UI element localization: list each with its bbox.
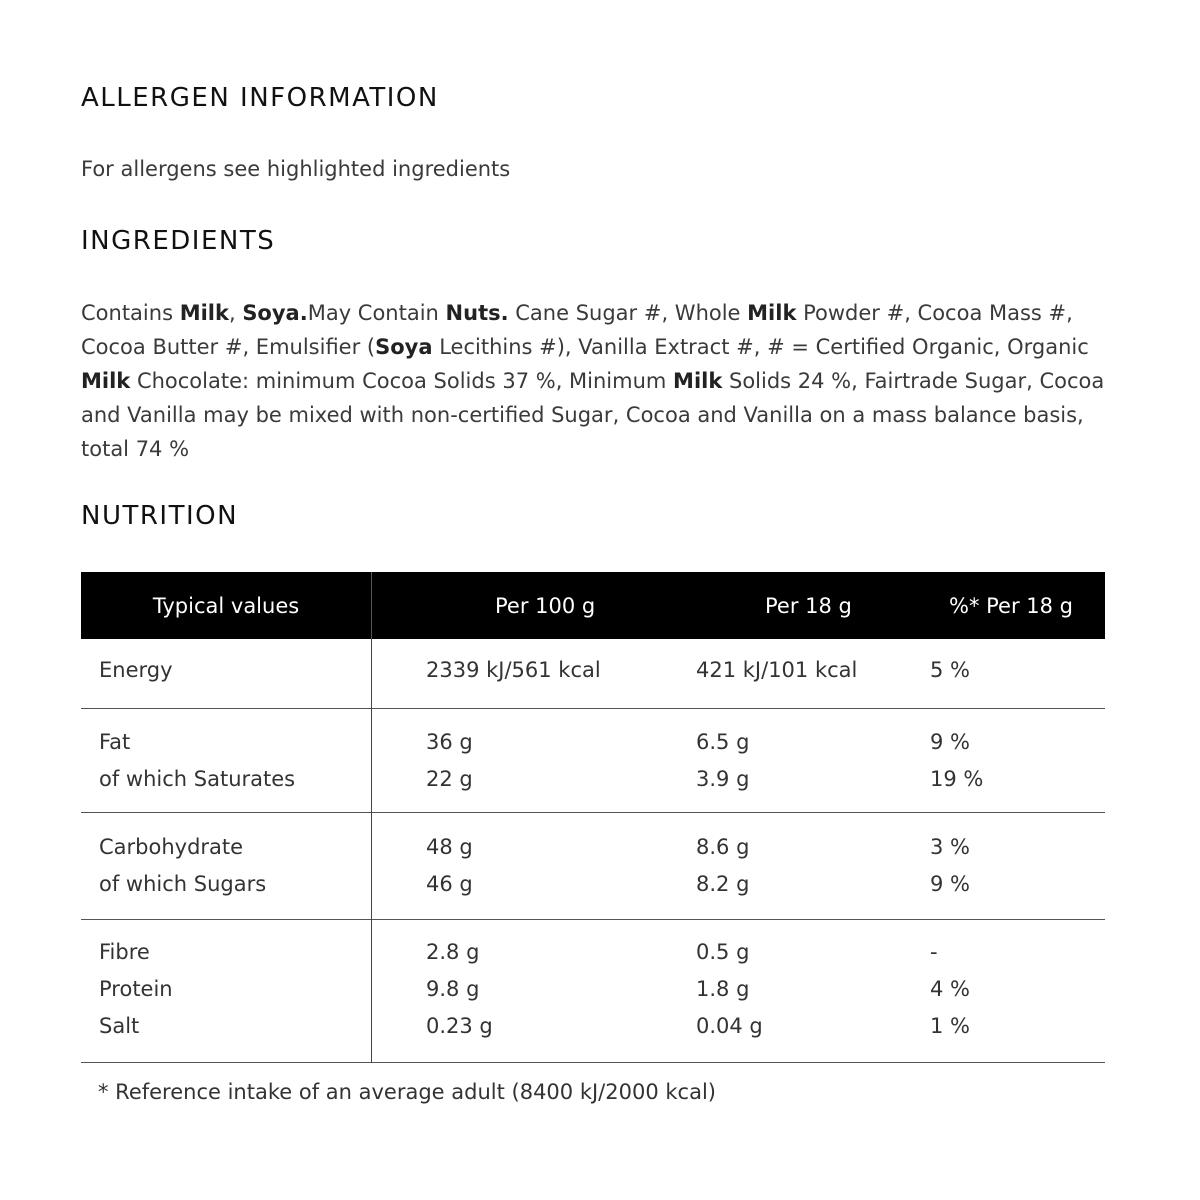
nutrient-label: Fibre [99, 940, 150, 964]
header-per-100g: Per 100 g [495, 593, 596, 618]
nutrient-label: of which Sugars [99, 872, 267, 896]
value-per-18g-cell [681, 829, 921, 919]
ingredients-segment: Chocolate: minimum Cocoa Solids 37 %, Minimum [130, 369, 674, 393]
nutrition-title: NUTRITION [81, 501, 239, 531]
value-per-100g: 0.23 g [426, 1014, 493, 1038]
value-per-18g: 1.8 g [696, 977, 750, 1001]
nutrient-label: Fat [99, 730, 131, 754]
percent-ri-cell [921, 934, 1105, 1062]
value-per-100g: 46 g [426, 872, 473, 896]
value-per-18g: 8.2 g [696, 872, 750, 896]
percent-ri: 1 % [930, 1014, 970, 1038]
table-row-energy [81, 639, 1105, 709]
table-row-fat [81, 709, 1105, 813]
nutrition-table-body [81, 639, 1105, 1063]
header-divider [371, 572, 372, 639]
ingredients-segment: Powder #, Cocoa Mass #, Cocoa Butter #, Emulsifier ( [81, 301, 1073, 359]
percent-ri-cell [921, 829, 1105, 919]
nutrient-label-cell [81, 934, 371, 1062]
header-percent-per-18g: %* Per 18 g [949, 593, 1074, 618]
ingredients-segment: Solids 24 %, Fairtrade Sugar, Cocoa and Vanilla may be mixed with non-certified Sugar, Cocoa and Vanilla on a mass balance basis, total 74 % [81, 369, 1105, 461]
header-typical-values: Typical values [152, 593, 300, 618]
value-per-100g: 2.8 g [426, 940, 480, 964]
nutrient-label: Energy [99, 658, 173, 682]
allergen-note: For allergens see highlighted ingredients [81, 157, 511, 181]
value-per-100g: 22 g [426, 767, 473, 791]
percent-ri: 19 % [930, 767, 984, 791]
allergen-highlight: Milk [179, 301, 229, 325]
ingredients-segment: Contains [81, 301, 180, 325]
value-per-18g: 421 kJ/101 kcal [696, 658, 858, 682]
percent-ri: 5 % [930, 658, 970, 682]
percent-ri: 9 % [930, 872, 970, 896]
column-divider [371, 639, 372, 1063]
value-per-100g-cell [371, 934, 681, 1062]
allergen-title: ALLERGEN INFORMATION [81, 83, 439, 113]
table-row-carb [81, 813, 1105, 920]
table-row-misc [81, 920, 1105, 1063]
value-per-100g: 36 g [426, 730, 473, 754]
percent-ri-cell [921, 652, 1105, 708]
nutrient-label: Carbohydrate [99, 835, 244, 859]
nutrient-label-cell [81, 652, 371, 708]
value-per-18g-cell [681, 934, 921, 1062]
nutrition-table-header [81, 572, 1105, 639]
allergen-highlight: Soya [375, 335, 433, 359]
value-per-18g-cell [681, 652, 921, 708]
nutrient-label-cell [81, 724, 371, 812]
ingredients-segment: , [228, 301, 243, 325]
value-per-100g-cell [371, 724, 681, 812]
value-per-100g-cell [371, 829, 681, 919]
allergen-highlight: Milk [747, 301, 797, 325]
percent-ri-cell [921, 724, 1105, 812]
nutrient-label: Salt [99, 1014, 140, 1038]
allergen-highlight: Soya. [242, 301, 308, 325]
value-per-18g: 6.5 g [696, 730, 750, 754]
ingredients-segment: Lecithins #), Vanilla Extract #, # = Certified Organic, Organic [432, 335, 1089, 359]
allergen-highlight: Milk [673, 369, 723, 393]
ingredients-title: INGREDIENTS [81, 226, 276, 256]
allergen-highlight: Milk [81, 369, 131, 393]
reference-intake-footnote: * Reference intake of an average adult (8400 kJ/2000 kcal) [98, 1080, 716, 1104]
nutrient-label: of which Saturates [99, 767, 296, 791]
percent-ri: - [930, 940, 938, 964]
value-per-18g: 0.04 g [696, 1014, 763, 1038]
header-per-18g: Per 18 g [765, 593, 852, 618]
allergen-highlight: Nuts. [445, 301, 509, 325]
nutrition-table [81, 572, 1105, 1063]
percent-ri: 3 % [930, 835, 970, 859]
value-per-100g: 9.8 g [426, 977, 480, 1001]
nutrient-label: Protein [99, 977, 173, 1001]
value-per-18g: 8.6 g [696, 835, 750, 859]
ingredients-segment: May Contain [307, 301, 446, 325]
ingredients-text [81, 296, 1105, 466]
value-per-100g: 2339 kJ/561 kcal [426, 658, 601, 682]
percent-ri: 9 % [930, 730, 970, 754]
value-per-18g: 3.9 g [696, 767, 750, 791]
value-per-18g: 0.5 g [696, 940, 750, 964]
value-per-18g-cell [681, 724, 921, 812]
value-per-100g-cell [371, 652, 681, 708]
percent-ri: 4 % [930, 977, 970, 1001]
ingredients-segment: Cane Sugar #, Whole [508, 301, 748, 325]
nutrient-label-cell [81, 829, 371, 919]
value-per-100g: 48 g [426, 835, 473, 859]
